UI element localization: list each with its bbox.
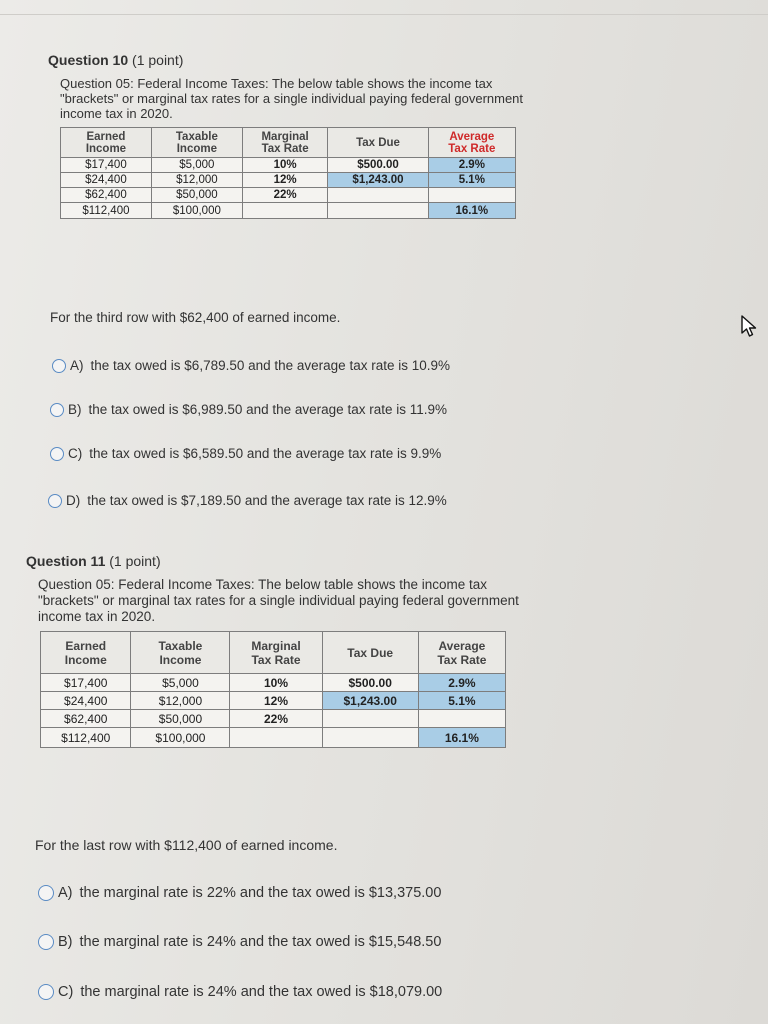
question-10-prompt: For the third row with $62,400 of earned income. (50, 310, 341, 325)
cell-tax-due (328, 203, 428, 219)
question-10-title: Question 10 (48, 52, 129, 68)
table-row (61, 188, 516, 203)
header-taxable-income: Taxable Income (151, 128, 242, 158)
cell-taxable: $50,000 (151, 188, 242, 203)
top-divider (0, 14, 768, 15)
header-earned-income: Earned Income (41, 632, 131, 674)
cell-tax-due: $1,243.00 (328, 173, 428, 188)
choice-letter: C) (68, 446, 83, 461)
header-marginal-rate: Marginal Tax Rate (242, 128, 328, 158)
radio-button[interactable] (38, 934, 54, 950)
cell-tax-due (322, 710, 418, 728)
table-row (41, 728, 506, 748)
choice-letter: A) (58, 885, 73, 901)
q11-choice-c[interactable] (38, 984, 442, 1000)
cell-earned: $62,400 (41, 710, 131, 728)
cell-marginal: 12% (230, 692, 322, 710)
question-10-body (60, 76, 523, 121)
table-header-row (61, 128, 516, 158)
question-10 (48, 52, 523, 219)
header-tax-due: Tax Due (328, 128, 428, 158)
cell-earned: $17,400 (41, 674, 131, 692)
radio-button[interactable] (38, 984, 54, 1000)
header-earned-income: Earned Income (61, 128, 152, 158)
choice-letter: A) (70, 358, 84, 373)
question-10-body-line: "brackets" or marginal tax rates for a single individual paying federal government (60, 91, 524, 106)
cell-average (428, 188, 515, 203)
cell-earned: $112,400 (61, 203, 152, 219)
cell-taxable: $100,000 (131, 728, 230, 748)
tax-bracket-table (40, 631, 506, 748)
choice-text: the tax owed is $6,589.50 and the average tax rate is 9.9% (89, 446, 442, 461)
cell-earned: $17,400 (61, 158, 152, 173)
question-10-heading (48, 52, 523, 68)
choice-text: the marginal rate is 24% and the tax owed is $18,079.00 (80, 984, 443, 1000)
table-row (41, 710, 506, 728)
cell-taxable: $12,000 (151, 173, 242, 188)
q10-choice-a[interactable] (52, 358, 450, 373)
cell-marginal: 10% (230, 674, 322, 692)
radio-button[interactable] (48, 494, 62, 508)
cell-average: 2.9% (428, 158, 515, 173)
cell-taxable: $100,000 (151, 203, 242, 219)
question-11-points: (1 point) (109, 553, 161, 569)
q11-choice-b[interactable] (38, 934, 441, 950)
header-marginal-rate: Marginal Tax Rate (230, 632, 322, 674)
cell-tax-due (322, 728, 418, 748)
cell-average: 2.9% (418, 674, 505, 692)
choice-text: the tax owed is $6,789.50 and the average tax rate is 10.9% (90, 358, 450, 373)
cell-earned: $112,400 (41, 728, 131, 748)
cell-earned: $24,400 (61, 173, 152, 188)
choice-letter: D) (66, 493, 81, 508)
cell-tax-due: $500.00 (322, 674, 418, 692)
cell-tax-due: $1,243.00 (322, 692, 418, 710)
header-average-rate: Average Tax Rate (428, 128, 515, 158)
cell-taxable: $5,000 (151, 158, 242, 173)
table-header-row (41, 632, 506, 674)
header-tax-due: Tax Due (322, 632, 418, 674)
question-11-heading (26, 553, 519, 569)
header-taxable-income: Taxable Income (131, 632, 230, 674)
question-11-body-line: Question 05: Federal Income Taxes: The below table shows the income tax (38, 577, 488, 592)
table-row (61, 158, 516, 173)
choice-letter: C) (58, 984, 74, 1000)
question-10-body-line: Question 05: Federal Income Taxes: The below table shows the income tax (60, 76, 493, 91)
cell-marginal (230, 728, 322, 748)
cell-marginal: 22% (242, 188, 328, 203)
cell-tax-due (328, 188, 428, 203)
cell-marginal: 12% (242, 173, 328, 188)
cell-taxable: $5,000 (131, 674, 230, 692)
question-10-body-line: income tax in 2020. (60, 106, 173, 121)
question-11 (26, 553, 519, 748)
question-11-body-line: "brackets" or marginal tax rates for a single individual paying federal government (38, 593, 519, 608)
radio-button[interactable] (38, 885, 54, 901)
cell-average: 16.1% (418, 728, 505, 748)
cell-marginal: 10% (242, 158, 328, 173)
choice-text: the tax owed is $6,989.50 and the average tax rate is 11.9% (88, 402, 447, 417)
header-average-rate: Average Tax Rate (418, 632, 505, 674)
mouse-cursor-icon (740, 314, 758, 343)
radio-button[interactable] (52, 359, 66, 373)
cell-taxable: $12,000 (131, 692, 230, 710)
cell-taxable: $50,000 (131, 710, 230, 728)
cell-average: 5.1% (428, 173, 515, 188)
choice-text: the marginal rate is 22% and the tax owed is $13,375.00 (79, 885, 442, 901)
question-11-prompt: For the last row with $112,400 of earned income. (35, 837, 338, 853)
question-10-points: (1 point) (132, 52, 184, 68)
table-row (41, 674, 506, 692)
q10-choice-c[interactable] (50, 446, 441, 461)
cell-marginal (242, 203, 328, 219)
table-row (61, 173, 516, 188)
cell-average: 5.1% (418, 692, 505, 710)
choice-letter: B) (68, 402, 82, 417)
question-11-title: Question 11 (26, 553, 106, 569)
radio-button[interactable] (50, 447, 64, 461)
question-11-body (38, 577, 519, 625)
q10-choice-b[interactable] (50, 402, 447, 417)
cell-marginal: 22% (230, 710, 322, 728)
choice-text: the tax owed is $7,189.50 and the average tax rate is 12.9% (87, 493, 447, 508)
radio-button[interactable] (50, 403, 64, 417)
q10-choice-d[interactable] (48, 493, 447, 508)
choice-letter: B) (58, 934, 73, 950)
cell-earned: $24,400 (41, 692, 131, 710)
q11-choice-a[interactable] (38, 885, 441, 901)
tax-bracket-table (60, 127, 516, 219)
choice-text: the marginal rate is 24% and the tax owed is $15,548.50 (79, 934, 442, 950)
cell-tax-due: $500.00 (328, 158, 428, 173)
cell-average (418, 710, 505, 728)
table-row (61, 203, 516, 219)
table-row (41, 692, 506, 710)
cell-average: 16.1% (428, 203, 515, 219)
question-11-body-line: income tax in 2020. (38, 609, 156, 624)
cell-earned: $62,400 (61, 188, 152, 203)
